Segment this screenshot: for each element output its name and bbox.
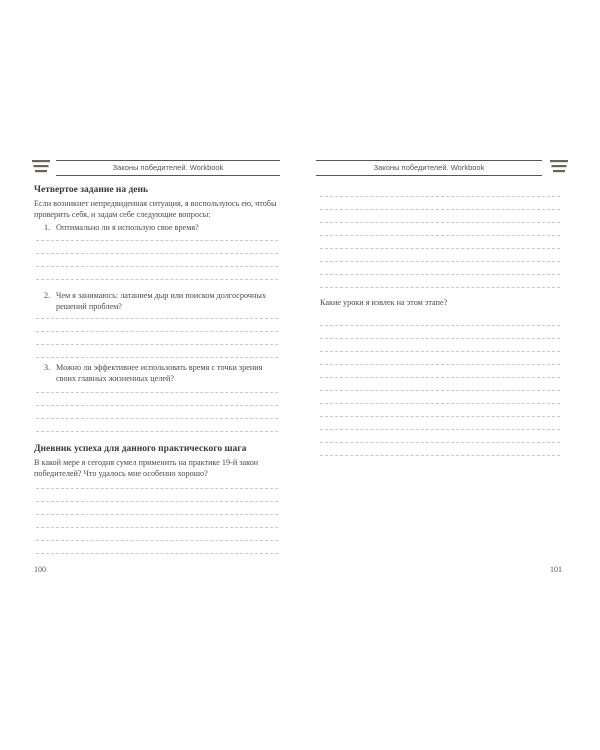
writing-line[interactable] (320, 196, 560, 197)
writing-line[interactable] (36, 344, 278, 345)
writing-line[interactable] (36, 514, 278, 515)
question-1 (44, 223, 278, 234)
writing-line[interactable] (320, 338, 560, 339)
writing-line[interactable] (320, 287, 560, 288)
writing-line[interactable] (36, 405, 278, 406)
writing-line[interactable] (36, 488, 278, 489)
intro-paragraph: Если возникнет непредвиденная ситуация, я воспользуюсь ею, чтобы проверить себя, и задам себе следующие вопросы: (34, 199, 277, 219)
writing-line[interactable] (36, 418, 278, 419)
question-3 (44, 363, 278, 384)
writing-line[interactable] (320, 390, 560, 391)
writing-line[interactable] (320, 403, 560, 404)
writing-line[interactable] (36, 240, 278, 241)
question-number: 2. (44, 291, 51, 300)
writing-line[interactable] (36, 357, 278, 358)
question-text: Чем я занимаюсь: латанием дыр или поиском долгосрочных решений проблем? (56, 291, 266, 311)
writing-line[interactable] (320, 325, 560, 326)
question-text: Можно ли эффективнее использовать время с точки зрения своих главных жизненных целей? (56, 363, 263, 383)
writing-line[interactable] (36, 253, 278, 254)
writing-line[interactable] (320, 429, 560, 430)
right-page (316, 150, 570, 580)
writing-line[interactable] (36, 540, 278, 541)
question-number: 1. (44, 223, 51, 232)
writing-line[interactable] (36, 431, 278, 432)
writing-line[interactable] (36, 318, 278, 319)
page-number: 100 (34, 565, 46, 574)
writing-line[interactable] (320, 248, 560, 249)
running-header (316, 160, 542, 176)
question-2 (44, 291, 278, 312)
writing-line[interactable] (36, 266, 278, 267)
writing-line[interactable] (320, 364, 560, 365)
writing-line[interactable] (36, 279, 278, 280)
running-header (56, 160, 280, 176)
page-number: 101 (550, 565, 562, 574)
writing-line[interactable] (36, 553, 278, 554)
task-heading: Четвертое задание на день (34, 185, 149, 195)
header-title: Законы победителей. Workbook (373, 163, 485, 172)
writing-line[interactable] (320, 235, 560, 236)
writing-line[interactable] (36, 527, 278, 528)
writing-line[interactable] (36, 501, 278, 502)
writing-line[interactable] (320, 377, 560, 378)
writing-line[interactable] (320, 222, 560, 223)
writing-line[interactable] (36, 331, 278, 332)
writing-line[interactable] (320, 274, 560, 275)
book-logo-icon (32, 158, 50, 178)
book-logo-icon (550, 158, 568, 178)
lessons-question: Какие уроки я извлек на этом этапе? (320, 298, 448, 307)
writing-line[interactable] (320, 261, 560, 262)
question-text: Оптимально ли я использую свое время? (56, 223, 199, 232)
writing-line[interactable] (36, 392, 278, 393)
writing-line[interactable] (320, 351, 560, 352)
header-title: Законы победителей. Workbook (112, 163, 224, 172)
left-page (30, 150, 280, 580)
diary-heading: Дневник успеха для данного практического шага (34, 444, 247, 454)
question-number: 3. (44, 363, 51, 372)
writing-line[interactable] (320, 209, 560, 210)
writing-line[interactable] (320, 416, 560, 417)
writing-line[interactable] (320, 455, 560, 456)
writing-line[interactable] (320, 442, 560, 443)
diary-paragraph: В какой мере я сегодня сумел применить на практике 19-й закон победителей? Что удалось мне особенно хорошо? (34, 458, 259, 478)
